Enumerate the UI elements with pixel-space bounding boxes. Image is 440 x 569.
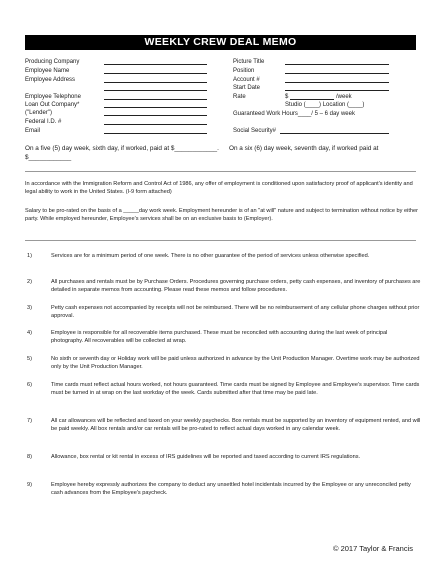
field-line-email[interactable] xyxy=(104,133,207,134)
field-line-employee-name[interactable] xyxy=(104,73,207,74)
field-label-position: Position xyxy=(233,68,255,74)
field-label-start-date: Start Date xyxy=(233,85,261,91)
term-text: Time cards must reflect actual hours worked, not hours guaranteed. Time cards must be signed by Employee and Employee's supervisor. Time cards must be turned in at wrap on the last workday of the week. Cards submitted after that time may be paid late. xyxy=(51,382,420,396)
term-number: 1) xyxy=(27,253,32,259)
salary-paragraph: Salary to be pro-rated on the basis of a _____day work week. Employment hereunder is of an "at will" nature and subject to termination without notice by either party. While employed hereunder, Employee's services shall be on an exclusive basis to (Employer). xyxy=(25,208,418,222)
field-label-employee-address: Employee Address xyxy=(25,77,76,83)
field-line-start-date[interactable] xyxy=(285,90,389,91)
field-label-employee-name: Employee Name xyxy=(25,68,70,74)
term-text: Services are for a minimum period of one week. There is no other guarantee of the period of services unless otherwise specified. xyxy=(51,253,370,259)
field-line-producing-company[interactable] xyxy=(104,64,207,65)
field-studio-location: Studio (____) Location (____) xyxy=(285,102,365,108)
term-number: 5) xyxy=(27,356,32,362)
field-line-rate[interactable] xyxy=(290,99,334,100)
field-label-lender: ("Lender") xyxy=(25,110,52,116)
field-line-social-security[interactable] xyxy=(280,133,389,134)
term-number: 4) xyxy=(27,330,32,336)
field-line-position[interactable] xyxy=(285,73,389,74)
copyright-notice: © 2017 Taylor & Francis xyxy=(332,544,413,553)
rate-per-week: /week xyxy=(336,94,352,100)
field-line-picture-title[interactable] xyxy=(285,64,389,65)
field-label-email: Email xyxy=(25,128,41,134)
field-label-account: Account # xyxy=(233,77,260,83)
term-text: No sixth or seventh day or Holiday work will be paid unless authorized in advance by the Unit Production Manager. Overtime work may be authorized only by the Unit Production Manager. xyxy=(51,356,420,370)
term-number: 9) xyxy=(27,482,32,488)
term-text: All purchases and rentals must be by Purchase Orders. Procedures governing purchase orders, petty cash expenses, and inventory of purchases are detailed in separate memos from accounting. Please read these memos and follow procedures. xyxy=(51,279,421,293)
term-number: 8) xyxy=(27,454,32,460)
term-number: 6) xyxy=(27,382,32,388)
field-line-employee-address-2[interactable] xyxy=(104,90,207,91)
field-line-employee-telephone[interactable] xyxy=(104,99,207,100)
field-label-picture-title: Picture Title xyxy=(233,59,265,65)
rate-dollar-sign: $ xyxy=(285,94,289,100)
field-line-lender[interactable] xyxy=(104,115,207,116)
section-divider-2 xyxy=(25,240,416,241)
term-number: 3) xyxy=(27,305,32,311)
field-line-federal-id[interactable] xyxy=(104,124,207,125)
term-text: Employee is responsible for all recoverable items purchased. These must be reconciled with accounting during the last week of principal photography. All recoverables will be collected at wrap. xyxy=(51,330,388,344)
term-text: Petty cash expenses not accompanied by receipts will not be reimbursed. There will be no reimbursement of any cellular phone charges without prior approval. xyxy=(51,305,420,319)
field-label-loan-out-company: Loan Out Company* xyxy=(25,102,80,108)
field-guaranteed-hours: Guaranteed Work Hours____/ 5 – 6 day week xyxy=(233,111,355,117)
six-day-week-clause: On a six (6) day week, seventh day, if worked paid at xyxy=(229,145,379,152)
term-number: 2) xyxy=(27,279,32,285)
field-line-loan-out-company[interactable] xyxy=(104,107,207,108)
memo-title: WEEKLY CREW DEAL MEMO xyxy=(25,35,416,50)
term-number: 7) xyxy=(27,418,32,424)
term-text: Allowance, box rental or kit rental in excess of IRS guidelines will be reported and taxed according to current IRS regulations. xyxy=(51,454,361,460)
five-day-week-clause: On a five (5) day week, sixth day, if worked, paid at $____________. xyxy=(25,145,219,152)
term-text: Employee hereby expressly authorizes the company to deduct any unsettled hotel incidentals incurred by the Employee or any unreconciled petty cash advances from the Employee's paycheck. xyxy=(51,482,411,496)
field-line-account[interactable] xyxy=(285,82,389,83)
field-label-rate: Rate xyxy=(233,94,246,100)
field-label-employee-telephone: Employee Telephone xyxy=(25,94,81,100)
six-day-week-amount: $____________ xyxy=(25,154,72,161)
field-line-employee-address[interactable] xyxy=(104,82,207,83)
field-label-producing-company: Producing Company xyxy=(25,59,80,65)
field-label-social-security: Social Security# xyxy=(233,128,277,134)
term-text: All car allowances will be reflected and taxed on your weekly paychecks. Box rentals must be supported by an inventory of equipment rented, and will be paid weekly. All box rentals and/or car rentals will be pro-rated to reflect actual days worked in any calendar week. xyxy=(51,418,421,432)
field-label-federal-id: Federal I.D. # xyxy=(25,119,62,125)
immigration-paragraph: In accordance with the Immigration Reform and Control Act of 1986, any offer of employment is conditioned upon satisfactory proof of applicant's identity and legal ability to work in the United States. (I-9 form attached) xyxy=(25,181,413,195)
section-divider xyxy=(25,171,416,172)
